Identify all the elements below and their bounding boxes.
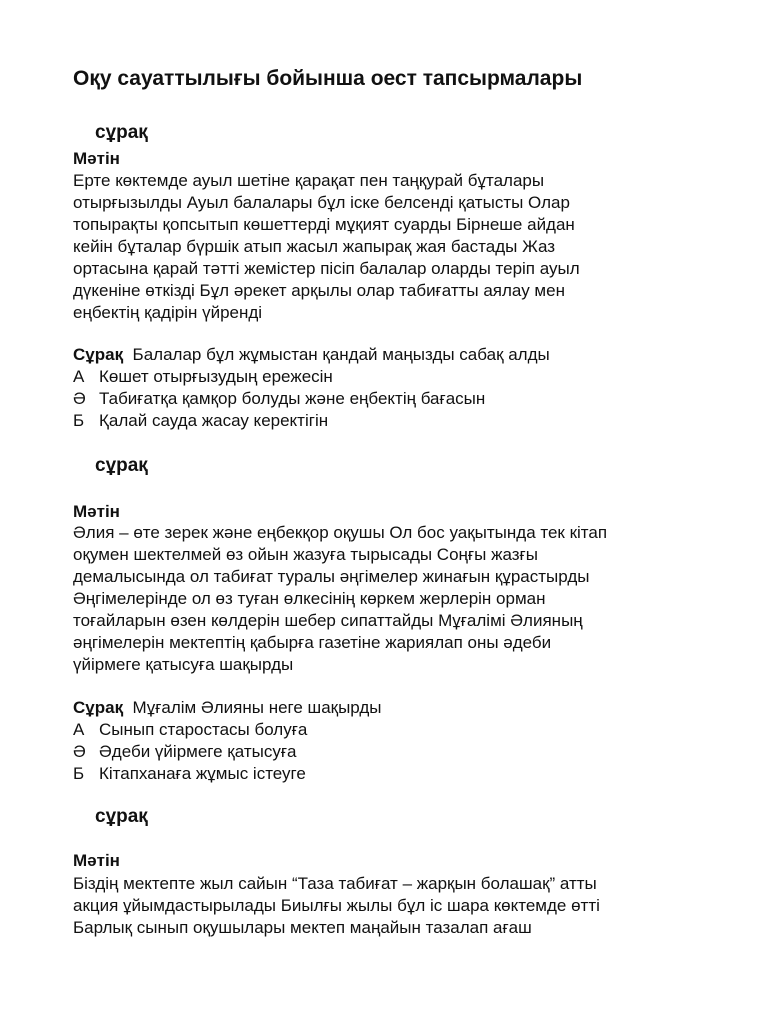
option-letter: Ә [73,742,86,761]
text-line: Әлия – өте зерек және еңбекқор оқушы Ол бос уақытында тек кітап [73,523,608,542]
option-letter: Ә [73,389,86,408]
text-line: Біздің мектепте жыл сайын “Таза табиғат – жарқын болашақ” атты [73,874,597,893]
text-body-3 [73,873,733,939]
text-line: Ерте көктемде ауыл шетіне қарақат пен таңқурай бұталары [73,171,545,190]
text-body-2 [73,522,733,676]
text-line: акция ұйымдастырылады Биылғы жылы бұл іс шара көктемде өтті [73,896,600,915]
text-label-3: Мәтін [73,851,120,870]
option-letter: Б [73,764,85,783]
question-text: Мұғалім Әлияны неге шақырды [132,698,382,717]
question-line [73,344,733,366]
question-label: Сұрақ [73,698,124,717]
text-line: үйірмеге қатысуға шақырды [73,655,294,674]
option-letter: А [73,720,85,739]
option-text: Көшет отырғызудың ережесін [99,367,333,386]
text-line: оқумен шектелмей өз ойын жазуға тырысады Соңғы жазғы [73,545,538,564]
option-text: Әдеби үйірмеге қатысуға [99,742,297,761]
answer-option[interactable] [73,719,733,741]
text-line: Әңгімелерінде ол өз туған өлкесінің көркем жерлерін орман [73,589,546,608]
text-line: ортасына қарай тәтті жемістер пісіп балалар оларды теріп ауыл [73,259,580,278]
text-line: демалысында ол табиғат туралы әңгімелер жинағын құрастырды [73,567,590,586]
answer-option[interactable] [73,366,733,388]
text-label-1: Мәтін [73,149,120,168]
answer-option[interactable] [73,410,733,432]
text-body-1 [73,170,733,324]
question-heading-1: сұрақ [95,122,148,143]
text-line: отырғызылды Ауыл балалары бұл іске белсенді қатысты Олар [73,193,570,212]
text-line: кейін бұталар бүршік атып жасыл жапырақ жая бастады Жаз [73,237,556,256]
option-letter: А [73,367,85,386]
question-block-1 [73,344,733,432]
text-label-2: Мәтін [73,502,120,521]
text-line: тоғайларын өзен көлдерін шебер сипаттайды Мұғалімі Әлияның [73,611,583,630]
answer-option[interactable] [73,741,733,763]
text-line: Барлық сынып оқушылары мектеп маңайын тазалап ағаш [73,918,532,937]
question-heading-2: сұрақ [95,455,148,476]
text-line: еңбектің қадірін үйренді [73,303,263,322]
question-heading-3: сұрақ [95,806,148,827]
option-text: Сынып старостасы болуға [99,720,308,739]
question-label: Сұрақ [73,345,124,364]
option-text: Табиғатқа қамқор болуды және еңбектің бағасын [99,389,486,408]
option-text: Кітапханаға жұмыс істеуге [99,764,306,783]
answer-option[interactable] [73,763,733,785]
question-text: Балалар бұл жұмыстан қандай маңызды сабақ алды [132,345,550,364]
option-text: Қалай сауда жасау керектігін [99,411,329,430]
question-block-2 [73,697,733,785]
answer-option[interactable] [73,388,733,410]
option-letter: Б [73,411,85,430]
question-line [73,697,733,719]
text-line: топырақты қопсытып көшеттерді мұқият суарды Бірнеше айдан [73,215,575,234]
text-line: дүкеніне өткізді Бұл әрекет арқылы олар табиғатты аялау мен [73,281,565,300]
text-line: әңгімелерін мектептің қабырға газетіне жариялап оны әдеби [73,633,552,652]
page-title: Оқу сауаттылығы бойынша оест тапсырмалары [73,67,583,90]
